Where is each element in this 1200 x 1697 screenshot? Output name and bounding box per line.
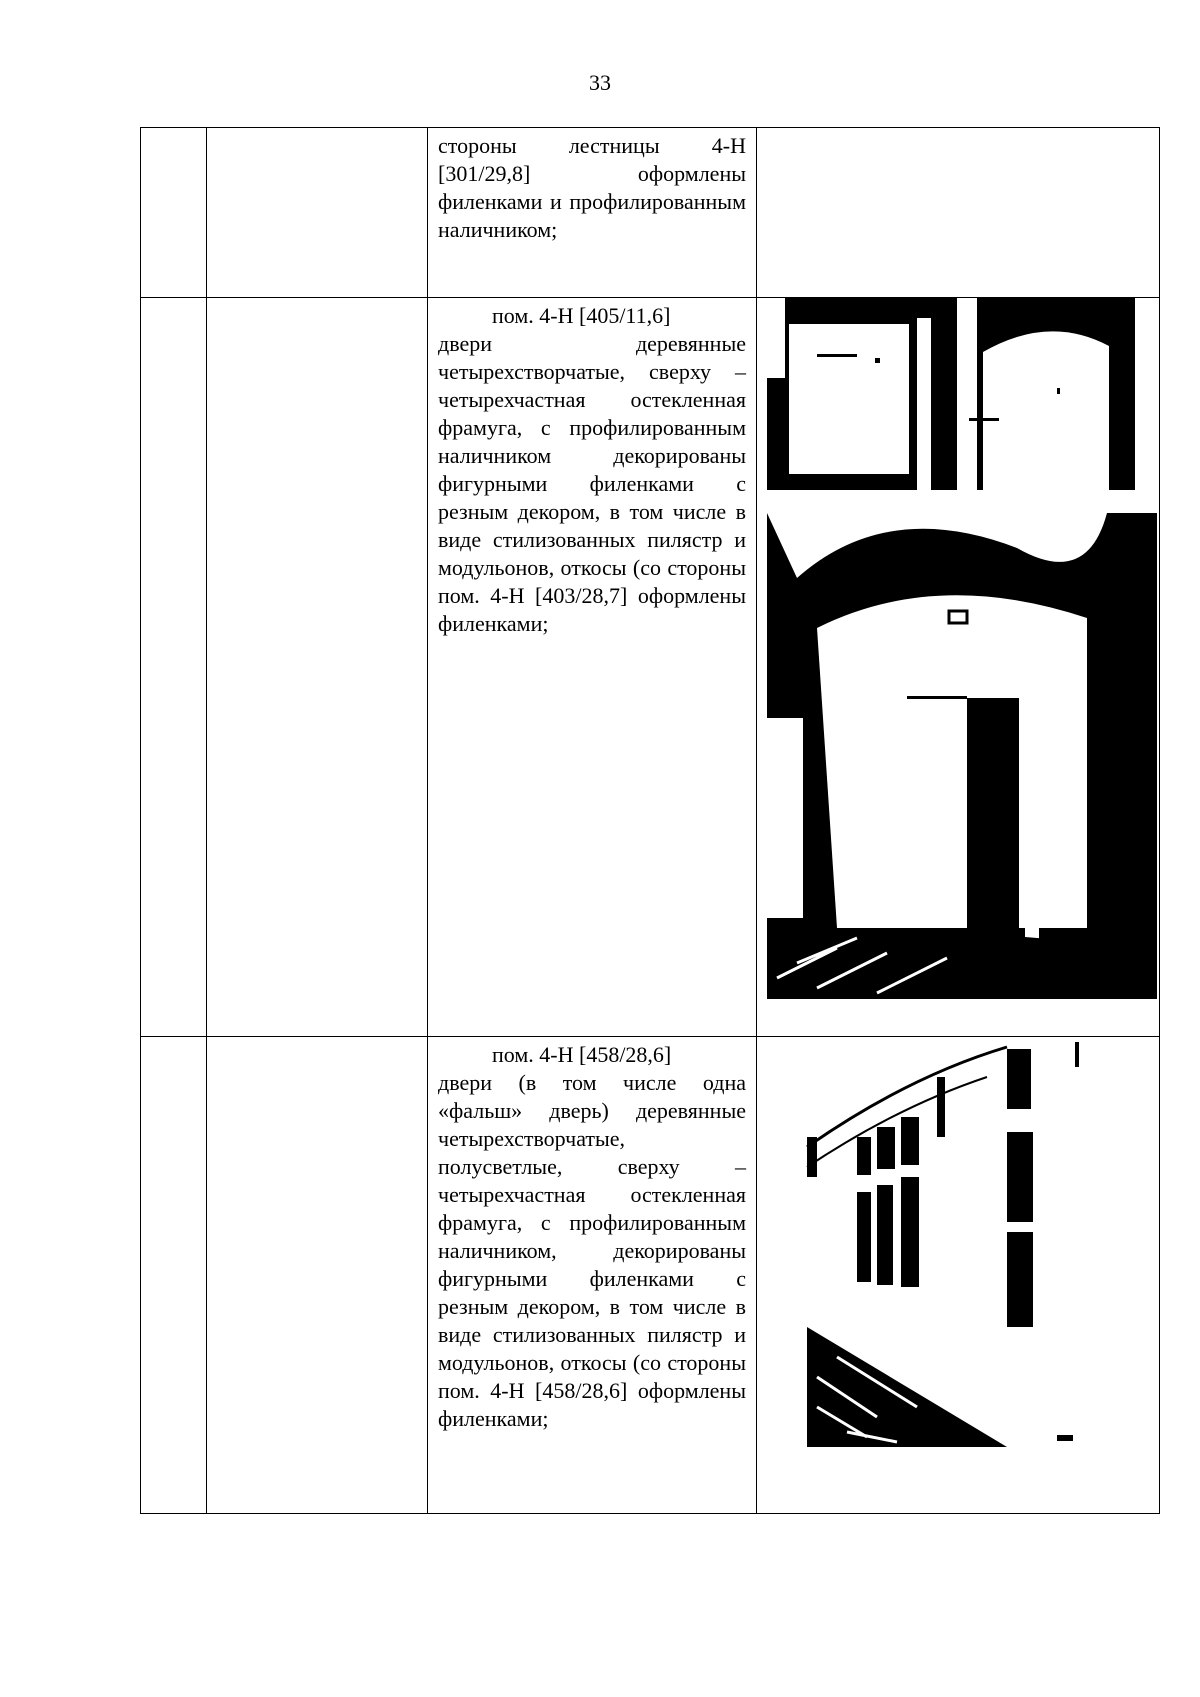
door-photo-left [767,298,957,490]
table-row [141,128,1160,298]
room-heading: пом. 4-Н [405/11,6] [492,303,671,328]
photo-cell [757,128,1160,298]
number-cell [141,128,207,298]
photo-cell [757,1037,1160,1514]
number-cell [141,298,207,1037]
door-photos-room-405 [757,298,1157,1034]
photo-cell [757,298,1160,1037]
door-photo-large [767,513,1157,999]
inventory-table [140,127,1160,1514]
page-number: 33 [589,70,611,95]
description-cell [428,298,757,1037]
table-row [141,298,1160,1037]
table-row [141,1037,1160,1514]
name-cell [207,1037,428,1514]
description-cell [428,1037,757,1514]
description-cell [428,128,757,298]
name-cell [207,128,428,298]
hall-photo [807,1042,1079,1447]
description-text: стороны лестницы 4-Н [301/29,8] оформлены филенками и профилированным наличником; [438,133,746,242]
number-cell [141,1037,207,1514]
door-photo-right [963,298,1135,490]
description-text: двери деревянные четырехстворчатые, сверху – четырехчастная остекленная фрамуга, с профилированным наличником декорированы фигурными филенками с резным декором, в том числе в виде стилизованных пилястр и модульонов, откосы (со стороны пом. 4-Н [403/28,7] оформлены филенками; [438,331,746,636]
room-heading: пом. 4-Н [458/28,6] [492,1042,672,1067]
name-cell [207,298,428,1037]
description-text: двери (в том числе одна «фальш» дверь) деревянные четырехстворчатые, полусветлые, сверху – четырехчастная остекленная фрамуга, с профилированным наличником, декорированы фигурными филенками с резным декором, в том числе в виде стилизованных пилястр и модульонов, откосы (со стороны пом. 4-Н [458/28,6] оформлены филенками; [438,1070,746,1431]
door-photo-room-458 [757,1037,1157,1511]
